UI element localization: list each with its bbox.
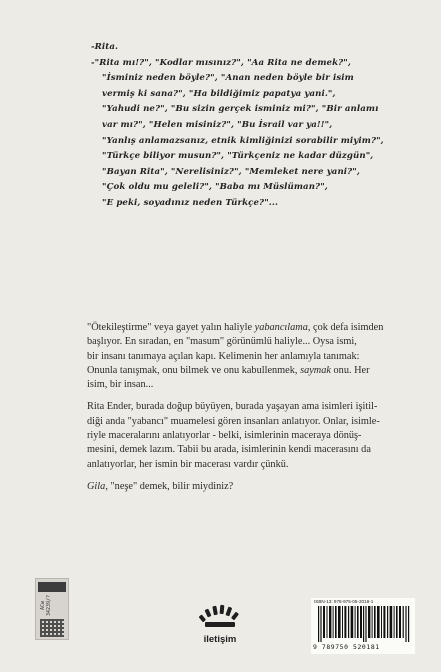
dialog-excerpt — [91, 40, 421, 212]
dialog-line: "E peki, soyadınız neden Türkçe?"... — [102, 197, 279, 208]
blurb-text: Onunla tanışmak, onu bilmek ve onu kabullenmek, — [87, 364, 301, 376]
blurb-emphasis: yabancılama — [254, 322, 308, 333]
blurb-line — [87, 480, 385, 494]
dialog-line: "Yahudi ne?", "Bu sizin gerçek isminiz mi?", "Bir anlamı — [102, 104, 379, 115]
dialog-line: -"Rita mı!?", "Kodlar mısınız?", "Aa Rita ne demek?", — [91, 57, 351, 68]
book-blurb — [87, 321, 385, 502]
blurb-text: , çok defa isimden — [307, 322, 384, 333]
dialog-line: "Çok oldu mu geleli?", "Baba mı Müslüman?", — [102, 182, 328, 193]
blurb-paragraph-3 — [87, 480, 385, 494]
sticker-code: ACw 34239/? — [40, 594, 52, 616]
blurb-text: , "neşe" demek, bilir miydiniz? — [105, 480, 234, 492]
blurb-line: mesini, demek lazım. Tabii bu arada, isimlerinin kendi macerasını da — [87, 444, 371, 456]
publisher-name: iletişim — [203, 634, 237, 645]
blurb-line: riyle maceralarını anlatıyorlar - belki, isimlerinin maceraya dönüş- — [87, 430, 362, 442]
dialog-line: var mı?", "Helen misiniz?", "Bu İsrail var ya!!", — [102, 119, 333, 130]
dialog-line: "İsminiz neden böyle?", "Anan neden böyle bir isim — [102, 73, 354, 84]
dialog-line: -Rita. — [91, 42, 119, 52]
blurb-line: Rita Ender, burada doğup büyüyen, burada yaşayan ama isimleri işitil- — [87, 401, 378, 413]
qr-code-icon — [40, 619, 64, 637]
dialog-line: "Türkçe biliyor musun?", "Türkçeniz ne kadar düzgün", — [102, 151, 374, 162]
blurb-paragraph-1 — [87, 321, 385, 392]
blurb-line — [87, 321, 385, 335]
blurb-line — [87, 364, 385, 378]
barcode-bars-icon — [318, 606, 410, 642]
barcode — [311, 598, 415, 654]
dialog-line: "Bayan Rita", "Nerelisiniz?", "Memleket nere yani?", — [102, 166, 360, 177]
blurb-text: "Ötekileştirme" veya gayet yalın haliyle — [87, 322, 255, 333]
barcode-digits: 9 789750 520181 — [313, 643, 380, 651]
dialog-line: vermiş ki sana?", "Ha bildiğimiz papatya yani.", — [102, 88, 336, 99]
blurb-line: anlatıyorlar, her ismin bir macerası vardır çünkü. — [87, 458, 289, 470]
isbn-label: ISBN-13: 978-975-05-2018-1 — [314, 599, 374, 604]
dialog-line: "Yanlış anlamazsanız, etnik kimliğinizi sorabilir miyim?", — [102, 135, 384, 146]
blurb-emphasis: Gila — [87, 480, 106, 492]
blurb-line: diği anda "yabancı" muamelesi gören insanları anlatıyor. Onlar, isimle- — [87, 415, 380, 427]
hologram-sticker — [35, 578, 69, 640]
sticker-header — [38, 582, 66, 592]
blurb-line: başlıyor. En sıradan, en "masum" görünümlü haliyle... Oysa ismi, — [87, 336, 357, 348]
blurb-paragraph-2 — [87, 400, 385, 471]
blurb-text: onu. Her — [330, 364, 370, 376]
blurb-line: bir insanı tanımaya açılan kapı. Kelimenin her anlamıyla tanımak: — [87, 350, 360, 362]
blurb-line: isim, bir insan... — [87, 379, 154, 391]
blurb-emphasis: saymak — [300, 364, 331, 376]
